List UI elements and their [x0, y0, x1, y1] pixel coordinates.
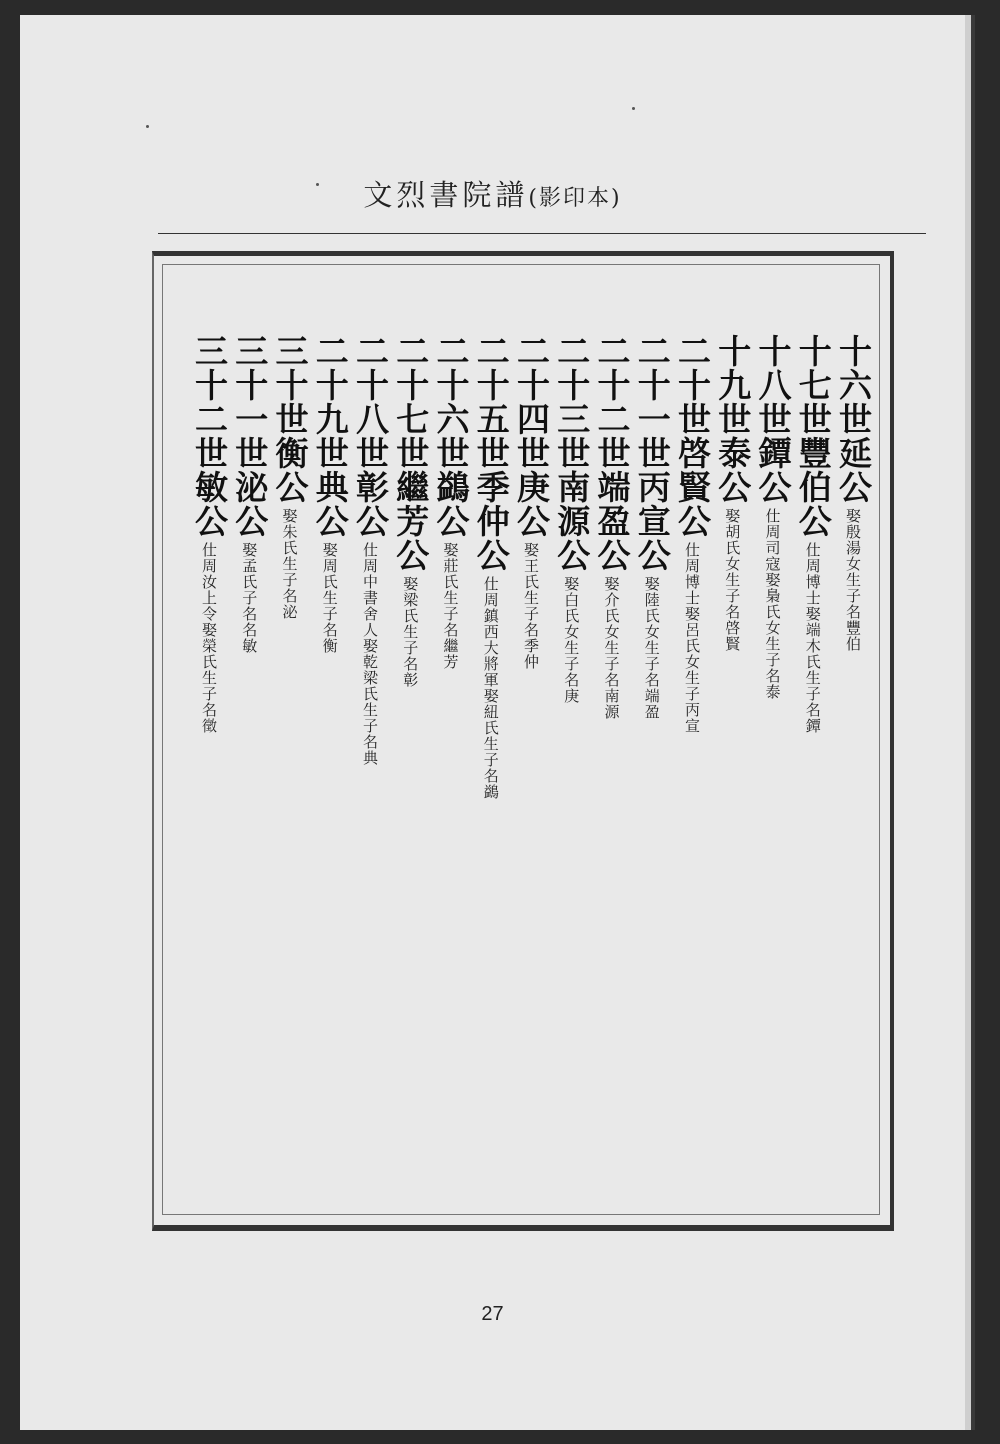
- generation-note: 娶胡氏女生子名啓賢: [723, 508, 742, 652]
- print-speck: [632, 107, 635, 110]
- generation-note: 娶介氏女生子名南源: [602, 576, 621, 720]
- generation-name: 二十七世繼芳公: [391, 334, 431, 572]
- generation-note: 仕周汝上令娶榮氏生子名徵: [200, 542, 218, 734]
- print-speck: [316, 183, 319, 186]
- page-number: 27: [481, 1303, 504, 1325]
- generation-column: [593, 334, 631, 1214]
- generation-name: 十六世延公: [834, 334, 873, 504]
- generation-column: [552, 334, 590, 1214]
- generation-name: 二十四世庚公: [512, 334, 551, 538]
- generation-name: 十七世豐伯公: [793, 334, 833, 538]
- generation-note: 娶白氏女生子名庚: [562, 576, 581, 704]
- generation-note: 仕周司寇娶梟氏女生子名泰: [763, 508, 782, 700]
- generation-column: [633, 334, 671, 1214]
- generation-note: 仕周博士娶呂氏女生子丙宣: [683, 542, 701, 734]
- generation-name: 三十世衡公: [270, 334, 310, 504]
- generation-note: 娶王氏生子名季仲: [522, 542, 540, 670]
- generation-name: 十八世鐔公: [753, 334, 793, 504]
- generation-note: 娶梁氏生子名彰: [401, 576, 420, 688]
- genealogy-columns: [190, 334, 872, 1214]
- generation-name: 二十二世端盈公: [592, 334, 632, 572]
- generation-note: 娶莊氏生子名繼芳: [441, 542, 460, 670]
- generation-name: 二十五世季仲公: [471, 334, 511, 572]
- book-subtitle: (影印本): [528, 186, 622, 211]
- generation-note: 娶孟氏子名名敏: [240, 542, 259, 654]
- generation-note: 仕周鎮西大將軍娶紐氏生子名鷁: [481, 576, 500, 800]
- print-speck: [146, 125, 149, 128]
- generation-name: 二十九世典公: [310, 334, 350, 538]
- book-title: 文烈書院譜: [363, 178, 529, 212]
- generation-note: 仕周中書舍人娶乾梁氏生子名典: [361, 542, 379, 766]
- generation-column: [190, 334, 228, 1214]
- generation-note: 娶周氏生子名衡: [320, 542, 339, 654]
- genealogy-frame: [152, 251, 894, 1231]
- generation-column: [432, 334, 470, 1214]
- generation-name: 二十六世鷁公: [431, 334, 471, 538]
- generation-column: [754, 334, 792, 1214]
- generation-note: 娶陸氏女生子名端盈: [642, 576, 661, 720]
- generation-name: 三十二世敏公: [190, 334, 229, 538]
- generation-name: 二十世啓賢公: [673, 334, 712, 538]
- generation-column: [713, 334, 751, 1214]
- generation-column: [351, 334, 389, 1214]
- generation-column: [230, 334, 268, 1214]
- generation-column: [271, 334, 309, 1214]
- generation-column: [673, 334, 711, 1214]
- generation-column: [311, 334, 349, 1214]
- generation-name: 二十三世南源公: [552, 334, 592, 572]
- generation-name: 二十八世彰公: [351, 334, 390, 538]
- generation-column: [391, 334, 429, 1214]
- generation-note: 娶朱氏生子名泌: [280, 508, 299, 620]
- generation-column: [512, 334, 550, 1214]
- generation-note: 仕周博士娶端木氏生子名鐔: [803, 542, 822, 734]
- generation-column: [834, 334, 872, 1214]
- generation-column: [794, 334, 832, 1214]
- header-rule: [158, 233, 926, 234]
- generation-note: 娶殷湯女生子名豐伯: [844, 508, 862, 652]
- running-header: [20, 173, 965, 214]
- document-page: [20, 15, 965, 1430]
- generation-name: 二十一世丙宣公: [632, 334, 672, 572]
- generation-column: [472, 334, 510, 1214]
- generation-name: 十九世泰公: [713, 334, 753, 504]
- generation-name: 三十一世泌公: [230, 334, 270, 538]
